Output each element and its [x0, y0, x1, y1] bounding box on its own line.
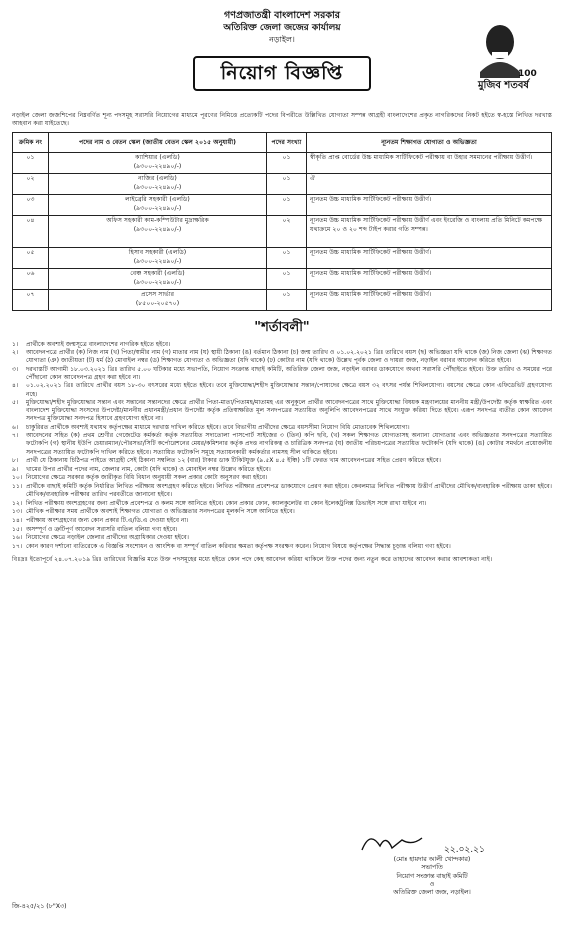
col-post: পদের নাম ও বেতন স্কেল (জাতীয় বেতন স্কেল ২০১৫ অনুযায়ী) [49, 133, 267, 153]
term-item [12, 366, 552, 382]
term-text: খামের উপর প্রার্থীর পদের নাম, জেলার নাম, কোটা (যদি থাকে) ও মোবাইল নম্বর উল্লেখ করিতে হইবে। [26, 465, 271, 473]
term-number: ৫। [12, 399, 19, 407]
signatory-role-1: সভাপতি [421, 864, 443, 872]
serial-cell: ০৪ [13, 216, 49, 248]
pay-scale: (৯৩০০-২২৪৯০/-) [133, 183, 182, 191]
term-item [12, 500, 552, 508]
post-name: প্রসেস সার্ভার [141, 291, 174, 299]
term-number: ১৩। [12, 508, 23, 516]
post-name: নাজির (এলডি) [138, 175, 177, 183]
term-item [12, 543, 552, 551]
table-row [13, 174, 552, 195]
term-item [12, 483, 552, 499]
terms-title: "শর্তাবলী" [254, 320, 310, 336]
col-qualification: ন্যূনতম শিক্ষাগত যোগ্যতা ও অভিজ্ঞতা [307, 133, 552, 153]
term-text: নিয়োগের ক্ষেত্রে নড়াইল জেলার প্রার্থীদের অগ্রাধিকার দেওয়া হইবে। [26, 534, 189, 542]
pay-scale: (৯৩০০-২২৪৯০/-) [133, 225, 182, 233]
term-number: ১৭। [12, 542, 23, 550]
signature-block [332, 826, 532, 897]
post-cell [49, 174, 267, 195]
header [12, 10, 552, 108]
term-item [12, 457, 552, 465]
post-cell [49, 195, 267, 216]
pay-scale: (৯৩০০-২২৪৯০/-) [133, 278, 182, 286]
term-item [12, 341, 552, 349]
post-cell [49, 216, 267, 248]
term-text: আবেদনপত্রে প্রার্থীর (ক) নিজ নাম (খ) পিতা/স্বামীর নাম (গ) মাতার নাম (ঘ) স্থায়ী ঠিকানা (ঙ) বর্তমান ঠিকানা (চ) জন্ম তারিখ ও ০১.০২.২০২১ খ্রিঃ তারিখে বয়স (ছ) অভিজ্ঞতা যদি থাকে (জ) নিজ জেলা (ঝ) শিক্ষাগত যোগ্যতা (ঞ) জাতীয়তা (ট) ধর্ম (ঠ) মোবাইল নম্বর (ড) শিক্ষাগত যোগ্যতা ও অভিজ্ঞতা (যদি থাকে) (ঢ) কোটার নাম (যদি থাকে) উল্লেখ পূর্বক জেলা ও দায়রা জজ, নড়াইল বরাবর আবেদন করিতে হইবে। [26, 349, 552, 365]
signature-date: ২২.০২.২১ [444, 845, 485, 855]
notice-paragraph: বিঃদ্রঃ ইতোপূর্বে ২৪.০৭.২০১৯ খ্রিঃ তারিখের বিজ্ঞপ্তি মতে উক্ত পদসমূহের মধ্যে হইতে কোন পদে কেহ আবেদন করিয়া থাকিলে উক্ত পদের জন্য নতুন করে তাহাদের আবেদন করার আবশ্যকতা নাই। [12, 555, 493, 563]
count-cell: ০১ [267, 290, 307, 311]
handwritten-signature [332, 826, 532, 856]
table-header-row [13, 133, 552, 153]
term-item [12, 424, 552, 432]
col-count: পদের সংখ্যা [267, 133, 307, 153]
post-cell [49, 290, 267, 311]
count-cell: ০২ [267, 216, 307, 248]
table-row [13, 290, 552, 311]
term-number: ৯। [12, 465, 19, 473]
logo-text: মুজিব শতবর্ষ [478, 80, 529, 91]
term-item [12, 526, 552, 534]
term-number: ২। [12, 349, 19, 357]
term-item [12, 432, 552, 456]
pay-scale: (৮৫০০-২০৫৭০) [135, 299, 180, 307]
office-location: নড়াইল। [269, 35, 295, 45]
term-text: দরখাস্তটি আগামী ১৮.০৩.২০২১ খ্রিঃ তারিখ ৫.০০ ঘটিকার মধ্যে সভাপতি, নিয়োগ সংক্রান্ত বাছাই কমিটি, অতিরিক্ত জেলা জজ, নড়াইল বরাবর ডাকযোগে অথবা সরাসরি পৌঁছাইতে হইবে। উক্ত তারিখ ও সময়ের পরে পৌঁছানো কোন আবেদনপত্র গ্রহণ করা হইবে না। [26, 365, 552, 381]
term-number: ১৫। [12, 525, 23, 533]
serial-cell: ০৫ [13, 248, 49, 269]
table-row [13, 195, 552, 216]
term-item [12, 534, 552, 542]
count-cell: ০১ [267, 174, 307, 195]
post-name: লাইব্রেরি সহকারী (এলডি) [125, 196, 190, 204]
signatory-role-2: নিয়োগ সংক্রান্ত বাছাই কমিটি [396, 872, 468, 880]
term-item [12, 399, 552, 423]
qualification-cell: ন্যূনতম উচ্চ মাধ্যমিক সার্টিফিকেট পরীক্ষায় উত্তীর্ণ। [307, 269, 552, 290]
table-row [13, 269, 552, 290]
count-cell: ০১ [267, 195, 307, 216]
term-number: ৩। [12, 365, 19, 373]
pay-scale: (৯৩০০-২২৪৯০/-) [133, 162, 182, 170]
term-text: নিয়োগের ক্ষেত্রে সরকার কর্তৃক জারীকৃত বিধি বিধান অনুযায়ী সকল প্রকার কোটা অনুসরণ করা হইবে। [26, 474, 268, 482]
signatory-role-4: অতিরিক্ত জেলা জজ, নড়াইল। [393, 889, 471, 897]
term-number: ১১। [12, 483, 23, 490]
term-number: ৮। [12, 457, 19, 465]
term-item [12, 517, 552, 525]
vacancy-table [12, 132, 552, 311]
table-row [13, 153, 552, 174]
col-serial: ক্রমিক নং [13, 133, 49, 153]
signatory-role-3: ও [429, 880, 435, 888]
term-item [12, 474, 552, 482]
post-cell [49, 153, 267, 174]
pay-scale: (৯৩০০-২২৪৯০/-) [133, 204, 182, 212]
term-text: প্রার্থীকে বাছাই কমিটি কর্তৃক নির্ধারিত লিখিত পরীক্ষায় অংশগ্রহণ করিতে হইবে। লিখিত পরীক্ষার প্রবেশপত্র ডাকযোগে প্রেরণ করা হইবে। কেবলমাত্র লিখিত পরীক্ষায় উত্তীর্ণ প্রার্থীদের মৌখিক/ব্যবহারিক পরীক্ষায় ডাকা হইবে। মৌখিক/ব্যবহারিক পরীক্ষার তারিখ পরবর্তীতে জানানো হইবে। [26, 483, 552, 499]
term-text: আবেদনের সহিত (ক) প্রথম শ্রেণীর গেজেটেড কর্মকর্তা কর্তৃক সত্যায়িত সদ্যতোলা পাসপোর্ট সাইজের ৩ (তিন) কপি ছবি, (খ) সকল শিক্ষাগত যোগ্যতাসহ অন্যান্য যোগ্যতার এবং অভিজ্ঞতার সনদপত্রের সত্যায়িত ফটোকপি (গ) স্থানীয় ইউপি চেয়ারম্যান/পৌরসভা/সিটি কর্পোরেশনের মেয়র/কমিশনার কর্তৃক প্রদত্ত নাগরিকত্ব ও চারিত্রিক সনদপত্র (ঘ) জাতীয় পরিচয়পত্রের সত্যায়িত ফটোকপি (যদি থাকে) (ঙ) কোটার সমর্থনে প্রয়োজনীয় সনদপত্রের সত্যায়িত ফটোকপি দাখিল করিতে হইবে। সত্যায়িত ফটোকপি সমূহে সত্যায়নকারী কর্মকর্তার নামসহ সীল থাকিতে হইবে। [26, 432, 552, 456]
term-number: ৭। [12, 432, 19, 440]
serial-cell: ০৭ [13, 290, 49, 311]
serial-cell: ০৬ [13, 269, 49, 290]
term-number: ৬। [12, 423, 19, 431]
table-row [13, 248, 552, 269]
serial-cell: ০৩ [13, 195, 49, 216]
mujib-borsho-logo [462, 16, 538, 92]
term-item [12, 466, 552, 474]
post-name: ক্যাশিয়ার (এলডি) [135, 154, 180, 162]
post-name: হিসাব সহকারী (এলডি) [128, 249, 187, 257]
vacancy-table-body [13, 153, 552, 311]
qualification-cell: ন্যূনতম উচ্চ মাধ্যমিক সার্টিফিকেট পরীক্ষায় উত্তীর্ণ। [307, 248, 552, 269]
post-name: অফিস সহকারী কাম-কম্পিউটার মুদ্রাক্ষরিক [106, 217, 209, 225]
count-cell: ০১ [267, 269, 307, 290]
qualification-cell: ঐ [307, 174, 552, 195]
office-name: অতিরিক্ত জেলা জজের কার্যালয় [223, 22, 341, 33]
term-number: ৪। [12, 382, 19, 390]
memo-number: জি-৪২৫/২১ (৮"X৩) [12, 903, 67, 910]
terms-list [12, 341, 552, 551]
government-name: গণপ্রজাতন্ত্রী বাংলাদেশ সরকার [224, 10, 340, 21]
term-text: কোন কারণ দর্শানো ব্যতিরেকে এ বিজ্ঞপ্তি সংশোধন ও আংশিক বা সম্পূর্ণ বাতিল করিবার ক্ষমতা কর্তৃপক্ষ সংরক্ষণ করেন। নিয়োগ বিষয়ে কর্তৃপক্ষের সিদ্ধান্ত চূড়ান্ত বলিয়া গণ্য হইবে। [26, 542, 451, 550]
count-cell: ০১ [267, 153, 307, 174]
intro-paragraph: নড়াইল জেলা জজশিপের নিম্নবর্ণিত শূন্য পদসমূহ সরাসরি নিয়োগের মাধ্যমে পূরণের নিমিত্তে প্রত্যেকটি পদের বিপরীতে উল্লিখিত যোগ্যতা সম্পন্ন আগ্রহী বাংলাদেশের প্রকৃত নাগরিকদের নিকট হইতে স্ব-হস্তে লিখিত দরখাস্ত আহবান করা যাইতেছে। [12, 112, 552, 128]
term-item [12, 349, 552, 365]
term-number: ১৬। [12, 534, 23, 542]
qualification-cell: স্বীকৃতি প্রাপ্ত বোর্ডের উচ্চ মাধ্যমিক সার্টিফিকেট পরীক্ষায় বা উহার সমমানের পরীক্ষায় উত্তীর্ণ। [307, 153, 552, 174]
term-number: ১২। [12, 499, 23, 507]
logo-number: 100 [518, 69, 537, 79]
page-title: নিয়োগ বিজ্ঞপ্তি [193, 56, 371, 91]
term-text: লিখিত পরীক্ষায় অংশগ্রহণের জন্য প্রার্থীকে প্রবেশপত্র ও কলম সঙ্গে আনিতে হইবে। কোন প্রকার ফোন, ক্যালকুলেটর বা কোন ইলেকট্রনিক্স ডিভাইস সঙ্গে রাখা যাইবে না। [26, 499, 427, 507]
term-number: ১০। [12, 474, 23, 482]
term-text: প্রার্থীকে অবশ্যই জন্মসূত্রে বাংলাদেশের নাগরিক হইতে হইবে। [26, 340, 171, 348]
term-text: পরীক্ষায় অংশগ্রহণের জন্য কোন প্রকার টি.এ/ডি.এ দেওয়া হইবে না। [26, 516, 189, 524]
post-cell [49, 269, 267, 290]
term-number: ১৪। [12, 516, 23, 524]
table-row [13, 216, 552, 248]
term-text: অসম্পূর্ণ ও ত্রুটিপূর্ণ আবেদন সরাসরি বাতিল বলিয়া গণ্য হইবে। [26, 525, 178, 533]
qualification-cell: ন্যূনতম উচ্চ মাধ্যমিক সার্টিফিকেট পরীক্ষায় উত্তীর্ণ। [307, 290, 552, 311]
serial-cell: ০১ [13, 153, 49, 174]
term-text: চাকুরিরত প্রার্থীকে অবশ্যই যথাযথ কর্তৃপক্ষের মাধ্যমে দরখাস্ত দাখিল করিতে হইবে। তবে বিভাগীয় প্রার্থীদের ক্ষেত্রে বয়সসীমা নিয়োগ বিধি মোতাবেক শিথিলযোগ্য। [26, 423, 410, 431]
count-cell: ০১ [267, 248, 307, 269]
term-text: প্রার্থী যে ঠিকানায় চিঠিপত্র পাইতে আগ্রহী সেই ঠিকানা সম্বলিত ১২ (বার) টাকার ডাক টিকিটযুক্ত (৯.৫X ৪.৫ ইঞ্চি) ১টি ফেরত খাম আবেদনপত্রের সহিত প্রেরণ করিতে হইবে। [26, 457, 441, 465]
serial-cell: ০২ [13, 174, 49, 195]
term-text: মুক্তিযোদ্ধা/শহীদ মুক্তিযোদ্ধার সন্তান এবং সন্তানের সন্তানদের ক্ষেত্রে প্রার্থীর পিতা-মাতা/পিতামহ/মাতামহ এর অনুকূলে প্রার্থীর আবেদনপত্রের সাথে মুক্তিযোদ্ধা বিষয়ক মন্ত্রণালয়ের মাননীয় মন্ত্রী/উপদেষ্টা কর্তৃক স্বাক্ষরিত এবং বাংলাদেশ মুক্তিযোদ্ধা সংসদের উপদেষ্টা/মাননীয় প্রধানমন্ত্রী/প্রধান উপদেষ্টা কর্তৃক প্রতিস্বাক্ষরিত মূল সনদপত্রের সত্যায়িত অনুলিপি আবেদনপত্রের সাথে সংযুক্ত করিয়া দিতে হইবে। এরূপ সনদপত্র ব্যতীত কোন আবেদন সনদপত্র মুক্তিযোদ্ধা সনদপত্র হিসাবে গ্রহণযোগ্য হইবে না। [26, 399, 552, 423]
post-name: বেঞ্চ সহকারী (এলডি) [130, 270, 185, 278]
pay-scale: (৯৩০০-২২৪৯০/-) [133, 257, 182, 265]
term-text: ০১.০২.২০২১ খ্রিঃ তারিখে প্রার্থীর বয়স ১৮-৩০ বৎসরের মধ্যে হইতে হইবে। তবে মুক্তিযোদ্ধা/শহীদ মুক্তিযোদ্ধার সন্তান/পোষ্যদের ক্ষেত্রে বয়স ৩২ বৎসর পর্যন্ত শিথিলযোগ্য। বয়সের ক্ষেত্রে কোন এফিডেভিট গ্রহণযোগ্য নহে। [26, 382, 552, 398]
signature-area [332, 826, 532, 856]
post-cell [49, 248, 267, 269]
term-item [12, 508, 552, 516]
term-item [12, 382, 552, 398]
signatory-name: (মোঃ হায়দার আলী খোন্দকার) [393, 856, 471, 863]
term-number: ১। [12, 340, 19, 348]
qualification-cell: ন্যূনতম উচ্চ মাধ্যমিক সার্টিফিকেট পরীক্ষায় উত্তীর্ণ এবং ইংরেজি ও বাংলায় প্রতি মিনিটে কমপক্ষে যথাক্রমে ২০ ও ২০ শব্দ টাইপ করার গতি সম্পন্ন। [307, 216, 552, 248]
qualification-cell: ন্যূনতম উচ্চ মাধ্যমিক সার্টিফিকেট পরীক্ষায় উত্তীর্ণ। [307, 195, 552, 216]
term-text: মৌখিক পরীক্ষার সময় প্রার্থীকে অবশ্যই শিক্ষাগত যোগ্যতা ও অভিজ্ঞতার সনদপত্রের মূলকপি সঙ্গে আনিতে হইবে। [26, 508, 295, 516]
